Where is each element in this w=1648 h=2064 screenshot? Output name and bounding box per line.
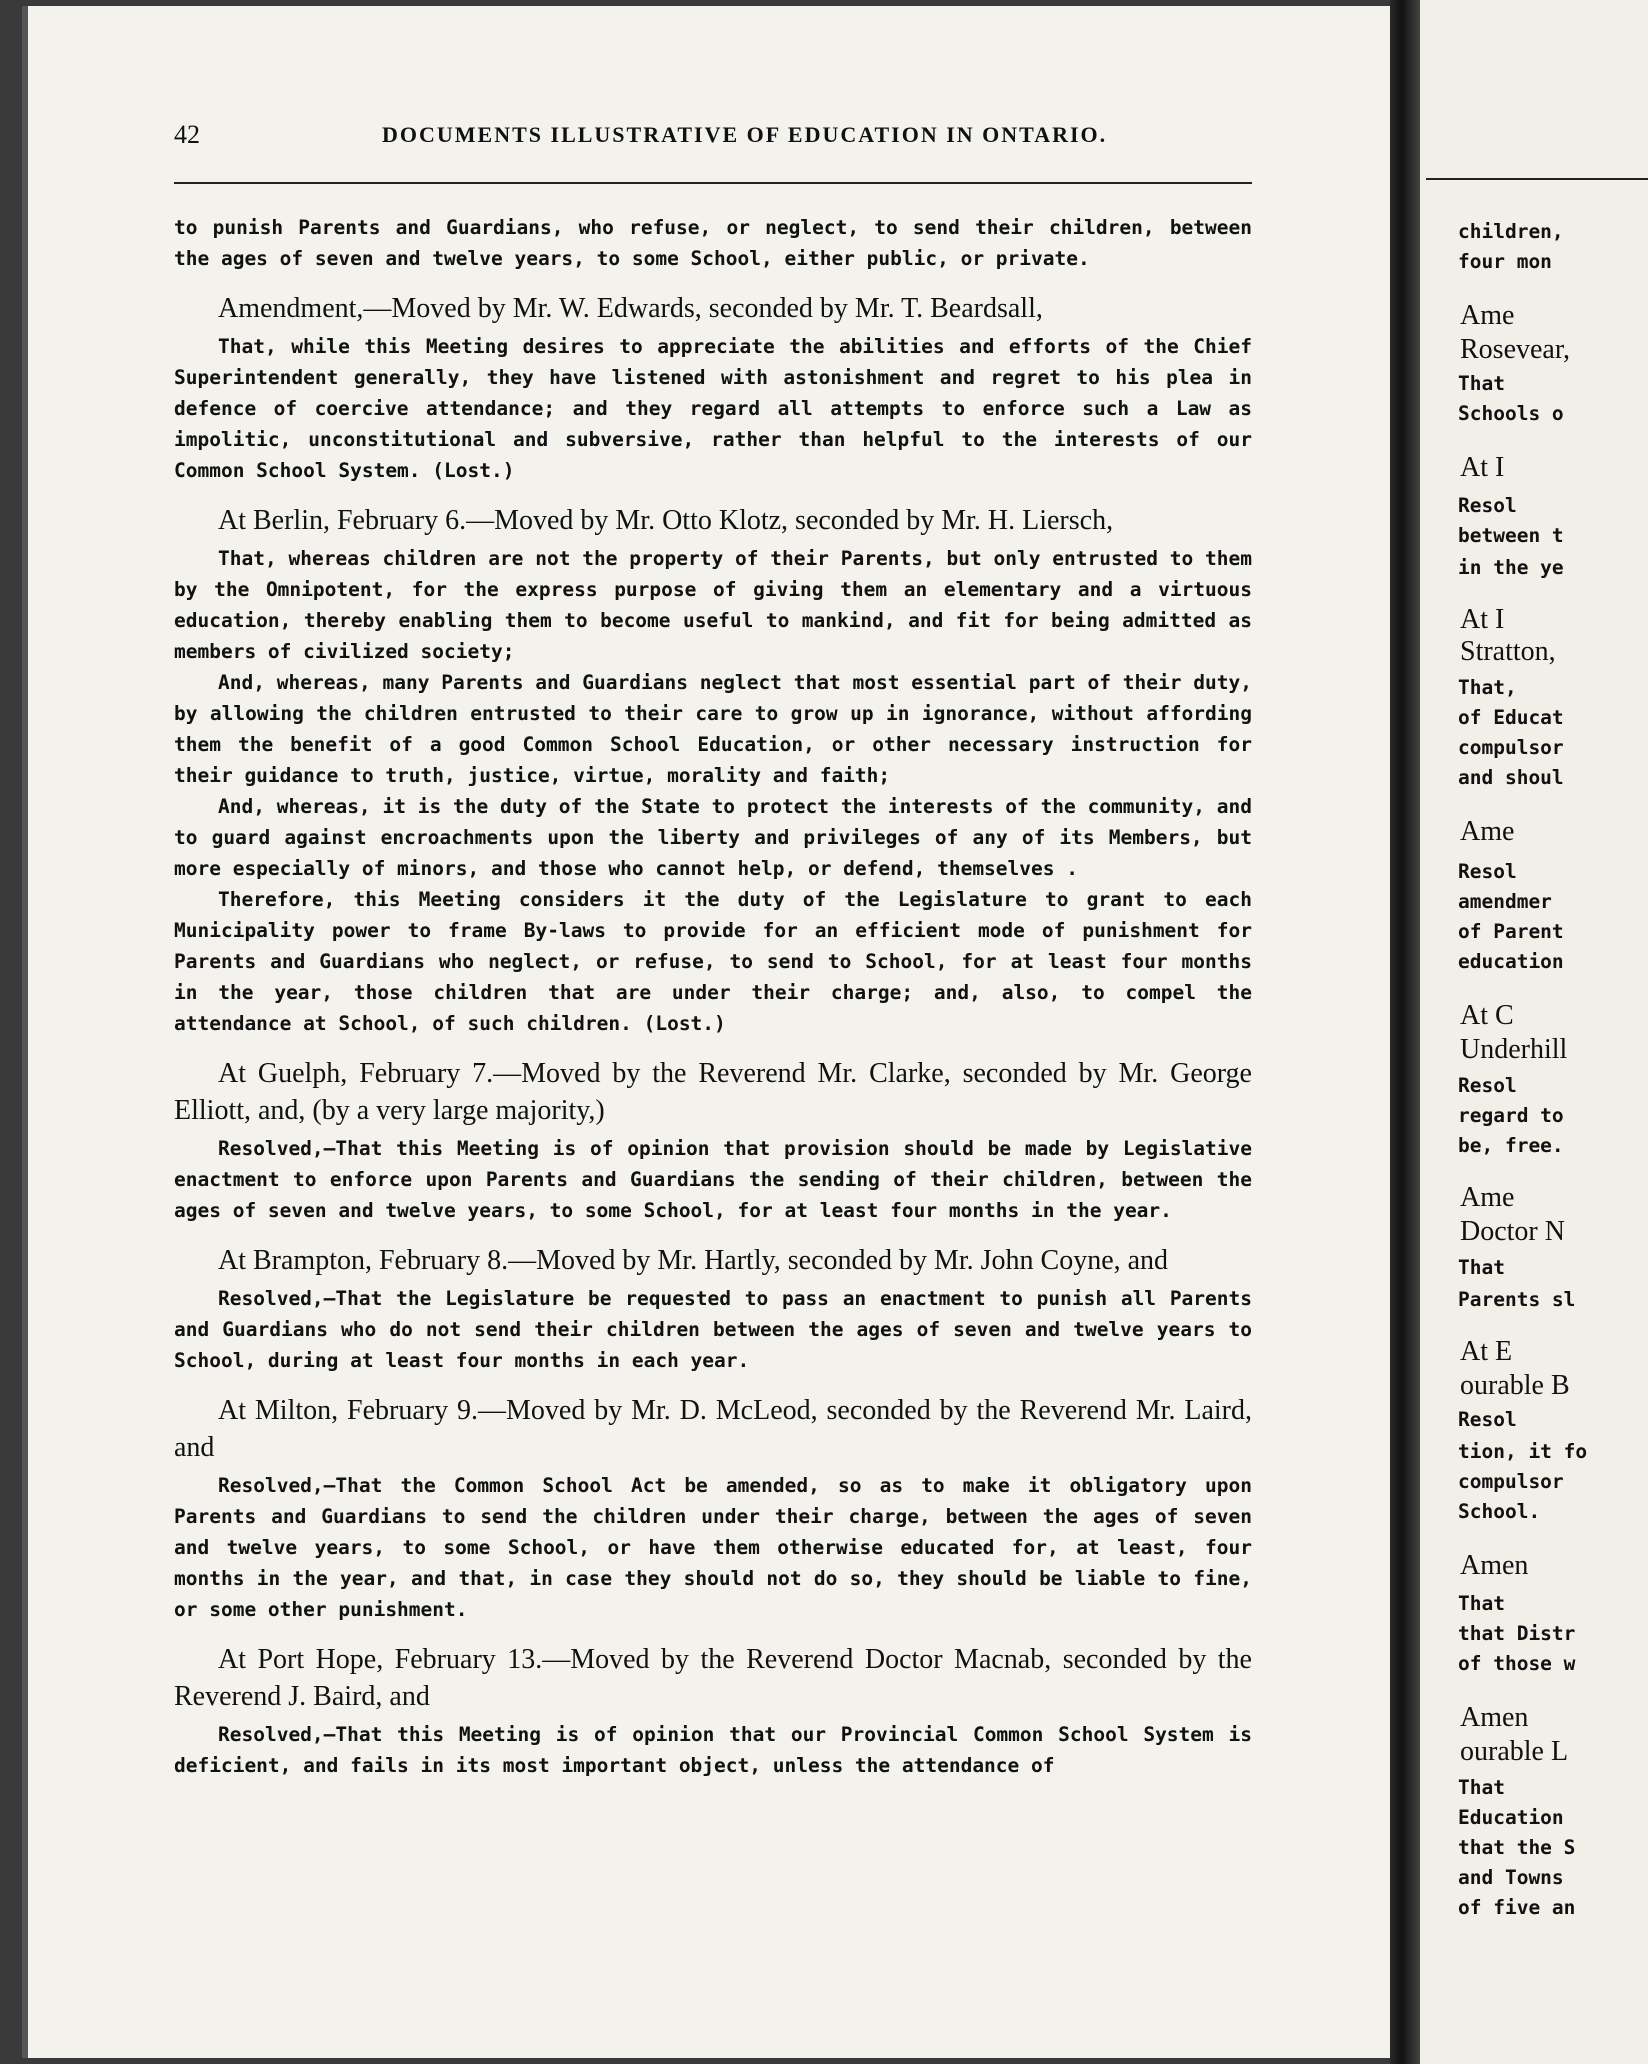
right-page-fragment: Underhill: [1460, 1034, 1568, 1065]
meeting-heading: At Berlin, February 6.—Moved by Mr. Otto Klotz, seconded by Mr. H. Liersch,: [218, 505, 1114, 536]
right-page-fragment: At I: [1460, 452, 1505, 483]
right-page-rule: [1426, 178, 1648, 180]
right-page-fragment: and Towns: [1458, 1866, 1564, 1889]
header-rule: [174, 182, 1252, 184]
right-page-fragment: compulsor: [1458, 736, 1564, 759]
right-page-fragment: At E: [1460, 1336, 1513, 1367]
right-page-fragment: regard to: [1458, 1104, 1564, 1127]
resolution-text: That, while this Meeting desires to appreciate the abilities and efforts of the Chief Superintendent generally, they have listened with astonishment and regret to his plea in defence of coercive attendance; and they regard all attempts to enforce such a Law as impolitic, unconstitutional and subversive, rather than helpful to the interests of our Common School System. (Lost.): [174, 335, 1252, 482]
right-page-fragment: that Distr: [1458, 1622, 1576, 1645]
right-page-fragment: tion, it fo: [1458, 1440, 1588, 1463]
right-page-fragment: amendmer: [1458, 890, 1552, 913]
right-page-fragment: children,: [1458, 220, 1564, 243]
resolution-text: Resolved,—That this Meeting is of opinion that provision should be made by Legislative enactment to enforce upon Parents and Guardians the sending of their children, between the ages of seven and twelve years, to some School, for at least four months in the year.: [174, 1137, 1252, 1222]
right-page-fragment: Education: [1458, 1806, 1564, 1829]
right-page-fragment: Stratton,: [1460, 636, 1556, 667]
right-page-fragment: Ame: [1460, 816, 1515, 847]
resolution-text: Resolved,—That the Common School Act be amended, so as to make it obligatory upon Parents and Guardians to send the children under their charge, between the ages of seven and twelve years, to some School, or have them otherwise educated for, at least, four months in the year, and that, in case they should not do so, they should be liable to fine, or some other punishment.: [174, 1474, 1252, 1621]
meeting-heading: At Milton, February 9.—Moved by Mr. D. McLeod, seconded by the Reverend Mr. Laird, and: [174, 1395, 1252, 1463]
resolution-text: And, whereas, many Parents and Guardians neglect that most essential part of their duty, by allowing the children entrusted to their care to grow up in ignorance, without affording them the benefit of a good Common School Education, or other necessary instruction for their guidance to truth, justice, virtue, morality and faith;: [174, 671, 1252, 787]
right-page-fragment: that the S: [1458, 1836, 1576, 1859]
right-page-fragment: Amen: [1460, 1550, 1529, 1581]
right-page-fragment: Resol: [1458, 1074, 1517, 1097]
right-page-fragment: Resol: [1458, 860, 1517, 883]
meeting-heading: Amendment,—Moved by Mr. W. Edwards, seconded by Mr. T. Beardsall,: [218, 293, 1043, 324]
right-page: [1420, 0, 1648, 2064]
running-head: DOCUMENTS ILLUSTRATIVE OF EDUCATION IN ONTARIO.: [382, 122, 1108, 147]
right-page-fragment: That: [1458, 1776, 1505, 1799]
meeting-heading: At Port Hope, February 13.—Moved by the Reverend Doctor Macnab, seconded by the Reverend J. Baird, and: [174, 1644, 1252, 1712]
meeting-heading: At Guelph, February 7.—Moved by the Reverend Mr. Clarke, seconded by Mr. George Elliott, and, (by a very large majority,): [174, 1058, 1252, 1126]
resolution-text: That, whereas children are not the property of their Parents, but only entrusted to them by the Omnipotent, for the express purpose of giving them an elementary and a virtuous education, thereby enabling them to become useful to mankind, and fit for being admitted as members of civilized society;: [174, 547, 1252, 663]
right-page-fragment: be, free.: [1458, 1134, 1564, 1157]
right-page-fragment: of those w: [1458, 1652, 1576, 1675]
resolution-text: Resolved,—That the Legislature be requested to pass an enactment to punish all Parents and Guardians who do not send their children between the ages of seven and twelve years to School, during at least four months in each year.: [174, 1287, 1252, 1372]
right-page-fragment: four mon: [1458, 250, 1552, 273]
right-page-fragment: Ame: [1460, 1182, 1515, 1213]
right-page-fragment: School.: [1458, 1500, 1541, 1523]
right-page-fragment: At I: [1460, 604, 1505, 635]
right-page-fragment: between t: [1458, 524, 1564, 547]
right-page-fragment: Rosevear,: [1460, 334, 1571, 365]
resolution-text: Therefore, this Meeting considers it the duty of the Legislature to grant to each Municipality power to frame By-laws to provide for an efficient mode of punishment for Parents and Guardians who neglect, or refuse, to send to School, for at least four months in the year, those children that are under their charge; and, also, to compel the attendance at School, of such children. (Lost.): [174, 888, 1252, 1035]
right-page-fragment: Doctor N: [1460, 1216, 1565, 1247]
book-gutter: [1390, 0, 1420, 2064]
right-page-fragment: education: [1458, 950, 1564, 973]
right-page-fragment: ourable B: [1460, 1370, 1570, 1401]
right-page-fragment: ourable L: [1460, 1736, 1569, 1767]
right-page-fragment: That: [1458, 1592, 1505, 1615]
page-body: [174, 212, 1252, 1781]
resolution-text: to punish Parents and Guardians, who refuse, or neglect, to send their children, between the ages of seven and twelve years, to some School, either public, or private.: [174, 216, 1252, 270]
right-page-fragment: of five an: [1458, 1896, 1576, 1919]
right-page-fragment: compulsor: [1458, 1470, 1564, 1493]
right-page-fragment: Ame: [1460, 300, 1515, 331]
right-page-fragment: Amen: [1460, 1702, 1529, 1733]
meeting-heading: At Brampton, February 8.—Moved by Mr. Hartly, seconded by Mr. John Coyne, and: [218, 1245, 1169, 1276]
right-page-fragment: in the ye: [1458, 556, 1564, 579]
right-page-fragment: of Parent: [1458, 920, 1564, 943]
page-number: 42: [174, 120, 200, 149]
right-page-fragment: Resol: [1458, 494, 1517, 517]
right-page-fragment: Schools o: [1458, 402, 1564, 425]
right-page-fragment: At C: [1460, 1000, 1514, 1031]
right-page-fragment: That: [1458, 372, 1505, 395]
page-header: [174, 118, 1252, 158]
right-page-fragment: Parents sl: [1458, 1288, 1576, 1311]
right-page-fragment: Resol: [1458, 1408, 1517, 1431]
right-page-fragment: That,: [1458, 676, 1517, 699]
resolution-text: And, whereas, it is the duty of the State to protect the interests of the community, and to guard against encroachments upon the liberty and privileges of any of its Members, but more especially of minors, and those who cannot help, or defend, themselves .: [174, 795, 1252, 880]
resolution-text: Resolved,—That this Meeting is of opinion that our Provincial Common School System is deficient, and fails in its most important object, unless the attendance of: [174, 1723, 1252, 1777]
right-page-fragment: of Educat: [1458, 706, 1564, 729]
right-page-fragment: That: [1458, 1256, 1505, 1279]
right-page-fragment: and shoul: [1458, 766, 1564, 789]
